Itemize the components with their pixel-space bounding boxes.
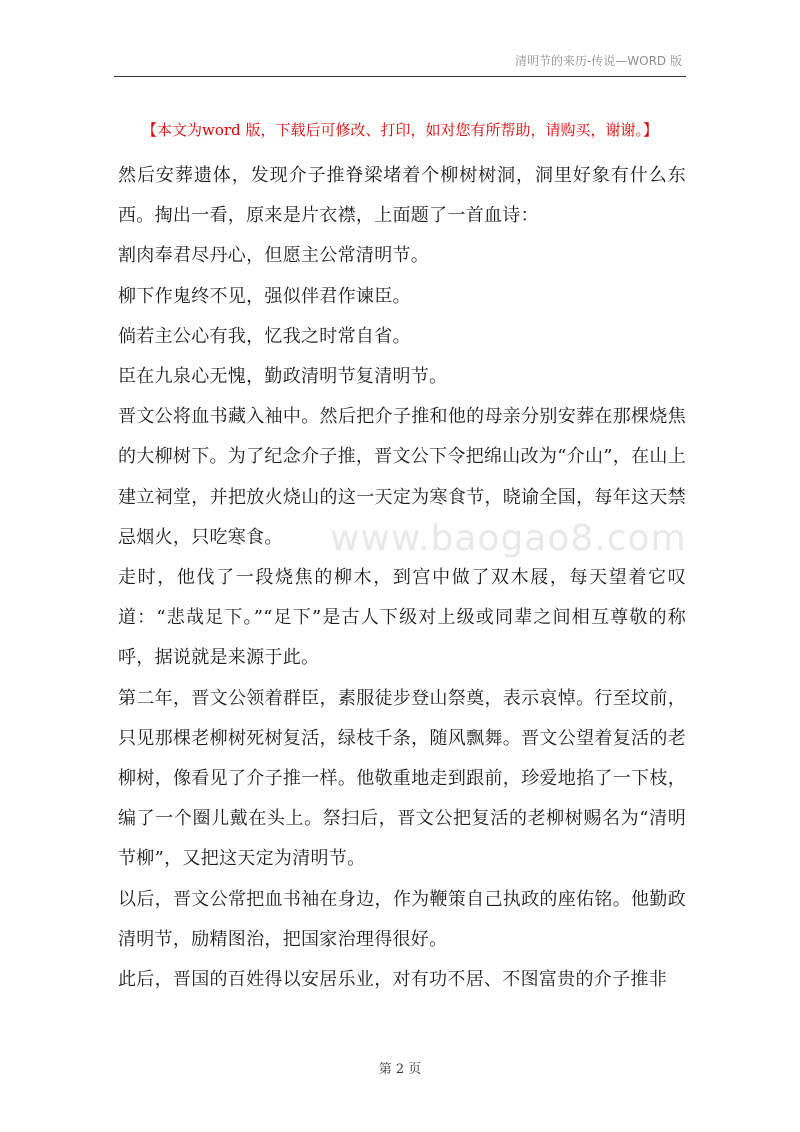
- poem-line: 臣在九泉心无愧，勤政清明节复清明节。: [118, 366, 448, 388]
- watermark: www.baogao8.com: [330, 518, 687, 559]
- page-number: 第 2 页: [378, 1062, 422, 1077]
- header-title: 清明节的来历-传说—WORD 版: [514, 54, 682, 68]
- poem-line: 割肉奉君尽丹心，但愿主公常清明节。: [118, 245, 430, 267]
- paragraph: 晋文公将血书藏入袖中。然后把介子推和他的母亲分别安葬在那棵烧焦的大柳树下。为了纪念介子推，晋文公下令把绵山改为“介山”，在山上建立祠堂，并把放火烧山的这一天定为寒食节，晓谕全国，每年这天禁忌烟火，只吃寒食。: [118, 406, 687, 548]
- paragraph: 此后，晋国的百姓得以安居乐业，对有功不居、不图富贵的介子推非: [118, 969, 667, 991]
- paragraph: 第二年，晋文公领着群臣，素服徒步登山祭奠，表示哀悼。行至坟前，只见那棵老柳树死树复活，绿枝千条，随风飘舞。晋文公望着复活的老柳树，像看见了介子推一样。他敬重地走到跟前，珍爱地掐了一下枝，编了一个圈儿戴在头上。祭扫后，晋文公把复活的老柳树赐名为“清明节柳”，又把这天定为清明节。: [118, 687, 686, 870]
- body-text: [118, 156, 686, 1000]
- paragraph: 然后安葬遗体，发现介子推脊梁堵着个柳树树洞，洞里好象有什么东西。掏出一看，原来是片衣襟，上面题了一首血诗：: [118, 165, 686, 227]
- paragraph: 走时，他伐了一段烧焦的柳木，到宫中做了双木屐，每天望着它叹道：“悲哉足下。”“足下”是古人下级对上级或同辈之间相互尊敬的称呼，据说就是来源于此。: [118, 567, 686, 669]
- page-header: [114, 50, 686, 77]
- download-notice: 【本文为word 版，下载后可修改、打印，如对您有所帮助，请购买，谢谢。】: [142, 121, 658, 139]
- paragraph: 以后，晋文公常把血书袖在身边，作为鞭策自己执政的座佑铭。他勤政清明节，励精图治，把国家治理得很好。: [118, 888, 686, 950]
- poem-line: 倘若主公心有我，忆我之时常自省。: [118, 325, 411, 347]
- poem-line: 柳下作鬼终不见，强似伴君作谏臣。: [118, 285, 411, 307]
